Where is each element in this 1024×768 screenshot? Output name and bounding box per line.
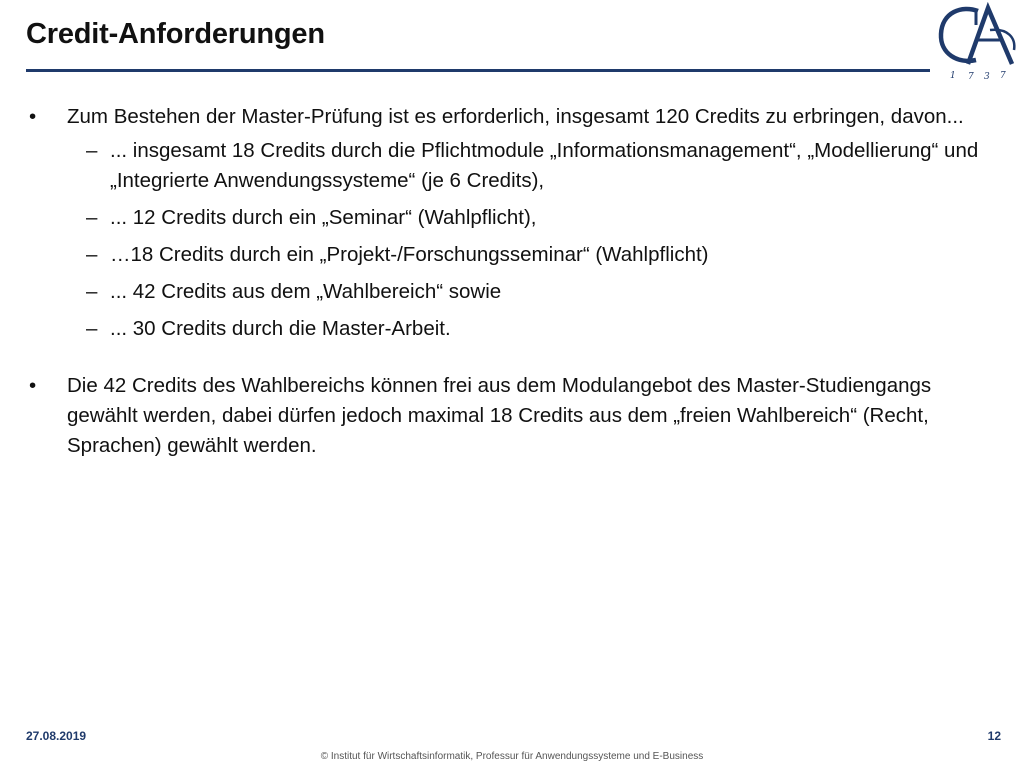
bullet-item [27, 102, 987, 132]
svg-text:1: 1 [950, 71, 956, 81]
bullet-marker: • [29, 105, 37, 128]
slide-title: Credit-Anforderungen [26, 18, 325, 50]
svg-text:3: 3 [984, 72, 990, 82]
sub-item [27, 277, 987, 307]
dash-marker: – [86, 206, 98, 229]
sub-item [27, 240, 987, 270]
spacer [27, 351, 987, 371]
dash-marker: – [86, 243, 98, 266]
sub-item [27, 136, 987, 196]
slide-content [27, 102, 987, 461]
page-number: 12 [987, 729, 1001, 743]
footer-date: 27.08.2019 [26, 729, 87, 743]
university-logo [932, 2, 1020, 82]
sub-item-text: ... 30 Credits durch die Master-Arbeit. [110, 317, 451, 340]
svg-text:7: 7 [1000, 71, 1006, 81]
svg-text:7: 7 [968, 72, 974, 82]
sub-item-text: ... 42 Credits aus dem „Wahlbereich“ sowie [110, 280, 502, 303]
dash-marker: – [86, 139, 98, 162]
sub-list [27, 136, 987, 344]
sub-item [27, 314, 987, 344]
sub-item-text: …18 Credits durch ein „Projekt-/Forschungsseminar“ (Wahlpflicht) [110, 243, 709, 266]
sub-item-text: ... 12 Credits durch ein „Seminar“ (Wahlpflicht), [110, 206, 537, 229]
footer-copyright: © Institut für Wirtschaftsinformatik, Professur für Anwendungssysteme und E-Business [320, 751, 704, 762]
bullet-text: Die 42 Credits des Wahlbereichs können frei aus dem Modulangebot des Master-Studiengangs gewählt werden, dabei dürfen jedoch maximal 18 Credits aus dem „freien Wahlbereich“ (Recht, Sprachen) gewählt werden. [67, 374, 932, 457]
bullet-marker: • [29, 374, 37, 397]
sub-item-text: ... insgesamt 18 Credits durch die Pflichtmodule „Informationsmanagement“, „Modellierung“ und „Integrierte Anwendungssysteme“ (je 6 Credits), [110, 139, 979, 192]
title-divider [26, 69, 930, 72]
sub-item [27, 203, 987, 233]
dash-marker: – [86, 317, 98, 340]
university-logo-icon [932, 2, 1020, 82]
bullet-item [27, 371, 987, 461]
dash-marker: – [86, 280, 98, 303]
bullet-text: Zum Bestehen der Master-Prüfung ist es erforderlich, insgesamt 120 Credits zu erbringen, davon... [67, 105, 964, 128]
